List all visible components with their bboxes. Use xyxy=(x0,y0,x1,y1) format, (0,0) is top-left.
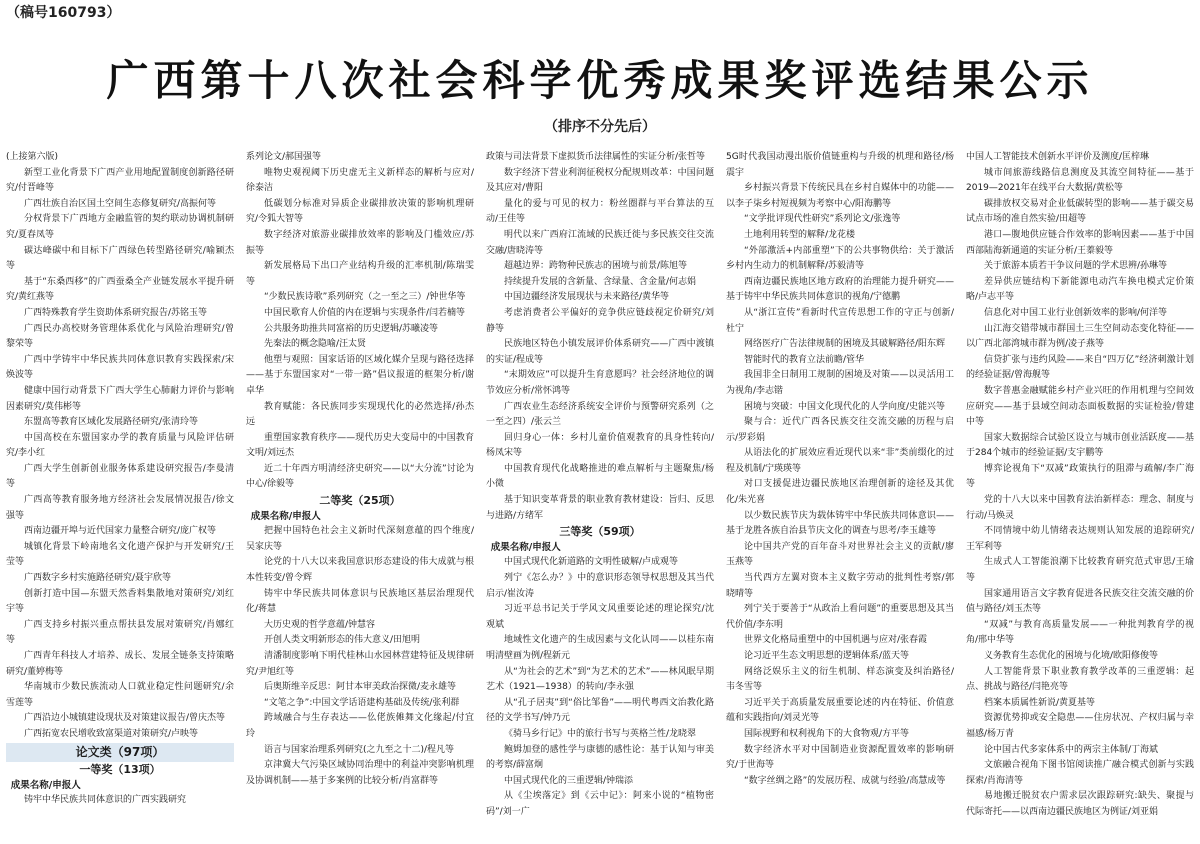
page-title: 广西第十八次社会科学优秀成果奖评选结果公示 xyxy=(106,56,1094,105)
text-column-4 xyxy=(720,150,960,844)
list-item: 档案本质属性新说/黄夏基等 xyxy=(984,697,1096,708)
list-item: 中国高校在东盟国家办学的教育质量与风险评估研究/李小红 xyxy=(6,432,234,459)
list-item: 义务教育生态优化的困境与化境/欧阳修俊等 xyxy=(984,651,1159,661)
list-item: 城镇化背景下岭南地名文化遗产保护与开发研究/王莹等 xyxy=(6,541,234,568)
list-item: 列宁关于要善于“从政治上看问题”的重要思想及其当代价值/李东明 xyxy=(726,604,954,630)
list-item: “末期效应”可以提升生育意愿吗？社会经济地位的调节效应分析/常怀鸿等 xyxy=(486,370,714,396)
list-item: 网络医疗广告法律规制的困境及其破解路径/阳东辉 xyxy=(744,339,946,350)
award-heading: 二等奖（25项） xyxy=(319,494,401,508)
list-item: 党的十八大以来中国教育法治新样态：理念、制度与行动/马焕灵 xyxy=(966,495,1194,521)
list-item: 国家通用语言文字教育促进各民族交往交流交融的价值与路径/刘玉杰等 xyxy=(966,588,1194,615)
list-item: 西南边疆民族地区地方政府的治理能力提升研究——基于铸牢中华民族共同体意识的视角/宁德鹏 xyxy=(726,276,954,303)
list-item: 中国式现代化的三重逻辑/钟瑞添 xyxy=(504,775,634,786)
list-item: 论习近平生态文明思想的逻辑体系/蓝天等 xyxy=(744,651,910,661)
list-item: 城市间旅游线路信息测度及其流空间特征——基于2019—2021年在线平台大数据/黄松等 xyxy=(966,167,1194,194)
list-item: 数字经济下营业利润征税权分配规则改革：中国问题及其应对/曹阳 xyxy=(486,167,714,194)
list-item: 习近平总书记关于学风文风重要论述的理论探究/沈观斌 xyxy=(486,604,714,630)
list-item: “文笔之争”:中国文学话语建构基础及传统/张利群 xyxy=(264,697,460,708)
list-item: 广西拓宽农民增收致富渠道对策研究/卢映等 xyxy=(24,728,199,739)
list-item: 博弈论视角下“双减”政策执行的阻滞与疏解/李广海等 xyxy=(966,463,1194,490)
page-subtitle: （排序不分先后） xyxy=(544,119,656,135)
list-item: 低碳划分标准对异质企业碳排放决策的影响机理研究/令狐大智等 xyxy=(246,198,474,225)
list-item: 政策与司法背景下虚拟货币法律属性的实证分析/张哲等 xyxy=(486,152,706,162)
list-item: 系列论文/郝国强等 xyxy=(246,152,322,162)
list-item: 对口支援促进边疆民族地区治理创新的途径及其优化/朱光喜 xyxy=(726,479,954,506)
award-heading: 一等奖（13项） xyxy=(79,763,161,777)
list-item: 中国民歌育人价值的内在逻辑与实现条件/闫若楠等 xyxy=(264,307,466,318)
list-item: 西南边疆开埠与近代国家力量整合研究/庞广权等 xyxy=(24,526,217,537)
list-item: 生成式人工智能浪潮下比较教育研究范式审思/王瑜等 xyxy=(966,557,1194,584)
text-column-5 xyxy=(960,150,1200,844)
list-item: 文旅融合视角下图书馆阅读推广融合模式创新与实践探索/肖海清等 xyxy=(966,760,1194,786)
list-item: 聚与合：近代广西各民族交往交流交融的历程与启示/罗彩娟 xyxy=(726,417,954,443)
list-item: 论中国共产党的百年奋斗对世界社会主义的贡献/廖玉燕等 xyxy=(726,541,954,568)
list-item: 中国教育现代化战略推进的难点解析与主题聚焦/杨小微 xyxy=(486,463,714,490)
list-item: 量化的爱与可见的权力：粉丝圈群与平台算法的互动/王佳等 xyxy=(486,198,714,225)
list-item: 碳排放权交易对企业低碳转型的影响——基于碳交易试点市场的准自然实验/田超等 xyxy=(966,198,1194,225)
list-item: 考虑消费者公平偏好的竞争供应链歧视定价研究/刘静等 xyxy=(486,307,714,334)
list-item: 明代以来广西府江流域的民族迁徙与多民族交往交流交融/唐晓涛等 xyxy=(486,229,714,256)
list-item: 广西青年科技人才培养、成长、发展全链条支持策略研究/董婷梅等 xyxy=(6,651,234,677)
list-item: 广西壮族自治区国土空间生态修复研究/高振何等 xyxy=(24,198,217,209)
list-item: 清潘制度影响下明代桂林山水园林营建特征及规律研究/尹旭红等 xyxy=(246,651,474,677)
list-item: 从“为社会的艺术”到“为艺术的艺术”——林风眠早期艺术（1921—1938）的转向/李永强 xyxy=(486,666,714,693)
list-item: 困境与突破：中国文化现代化的人学向度/史能兴等 xyxy=(744,401,946,412)
list-item: 人工智能背景下职业教育教学改革的三重逻辑：起点、挑战与路径/闫艳亮等 xyxy=(966,666,1194,693)
list-item: 世界文化格局重塑中的中国机遇与应对/张春霞 xyxy=(744,635,928,646)
list-item: 中国边疆经济发展现状与未来路径/黄华等 xyxy=(504,292,670,303)
list-item: 当代西方左翼对资本主义数字劳动的批判性考察/郭晓晴等 xyxy=(726,573,954,599)
list-item: 基于“东桑西移”的广西蚕桑全产业链发展水平提升研究/黄红燕等 xyxy=(6,276,234,303)
list-item: 新型工业化背景下广西产业用地配置制度创新路径研究/付晋峰等 xyxy=(6,167,234,194)
list-item: 他塑与观照：国家话语的区域化媒介呈现与路径选择——基于东盟国家对“一带一路”倡议报道的框架分析/谢卓华 xyxy=(246,354,474,396)
list-item: 《骑马乡行记》中的旅行书写与英格兰性/龙晓翠 xyxy=(504,728,697,739)
list-item: 东盟高等教育区域化发展路径研究/张清玲等 xyxy=(24,417,199,428)
list-item: 以少数民族节庆为载体铸牢中华民族共同体意识——基于龙胜各族自治县节庆文化的调查与思考/李玉雄等 xyxy=(726,510,954,537)
list-item: “数字丝绸之路”的发展历程、成就与经验/高慧成等 xyxy=(744,775,946,786)
list-item: 从“浙江宣传”看新时代宣传思想工作的守正与创新/杜宁 xyxy=(726,307,954,334)
list-header: 成果名称/申报人 xyxy=(490,541,561,553)
list-item: 健康中国行动背景下广西大学生心肺耐力评价与影响因素研究/莫伟彬等 xyxy=(6,385,234,412)
list-item: 铸牢中华民族共同体意识与民族地区基层治理现代化/蒋慧 xyxy=(246,588,474,615)
manuscript-number: （稿号160793） xyxy=(6,5,121,21)
list-item: 数字经济水平对中国制造业资源配置效率的影响研究/于世海等 xyxy=(726,744,954,771)
list-item: 论党的十八大以来我国意识形态建设的伟大成就与根本性转变/曾令辉 xyxy=(246,557,474,584)
list-item: 从语法化的扩展效应看近现代以来“非”类前缀化的过程及机制/宁瑛瑛等 xyxy=(726,448,954,474)
list-item: 数字经济对旅游业碳排放效率的影响及门槛效应/苏振等 xyxy=(246,229,474,256)
list-item: 广西民办高校财务管理体系优化与风险治理研究/曾黎荣等 xyxy=(6,323,234,350)
list-item: 国家大数据综合试验区设立与城市创业活跃度——基于284个城市的经验证据/支宇鹏等 xyxy=(966,432,1194,459)
list-item: 信息化对中国工业行业创新效率的影响/何洋等 xyxy=(984,307,1168,318)
list-item: (上接第六版) xyxy=(6,152,59,162)
text-column-1 xyxy=(0,150,240,844)
list-item: “少数民族诗歌”系列研究（之一至之三）/钟世华等 xyxy=(264,292,466,303)
list-item: 唯物史观视阈下历史虚无主义新样态的解析与应对/徐泰洁 xyxy=(246,167,474,194)
list-header: 成果名称/申报人 xyxy=(250,510,321,522)
list-item: 把握中国特色社会主义新时代深刻意蕴的四个维度/吴家庆等 xyxy=(246,526,474,552)
list-item: 持续提升发展的含新量、含绿量、含金量/何志娟 xyxy=(504,276,697,287)
list-item: 重塑国家教育秩序——现代历史大变局中的中国教育文明/刘远杰 xyxy=(246,432,474,459)
list-item: 国际视野和权利视角下的大食物观/方平等 xyxy=(744,728,910,739)
list-item: 京津冀大气污染区域协同治理中的利益冲突影响机理及协调机制——基于多案例的比较分析/肖富群等 xyxy=(246,760,474,786)
list-item: 华南城市少数民族流动人口就业稳定性问题研究/余雪莲等 xyxy=(6,682,234,708)
list-header: 成果名称/申报人 xyxy=(10,779,81,791)
list-item: 差异供应链结构下新能源电动汽车换电模式定价策略/卢志平等 xyxy=(966,276,1194,303)
list-item: 论中国古代多家体系中的两宗主体制/丁海斌 xyxy=(984,744,1159,755)
list-item: 新发展格局下出口产业结构升级的汇率机制/陈瑞雯等 xyxy=(246,261,474,287)
list-item: 易地搬迁脱贫农户需求层次跟踪研究:缺失、聚提与代际寄托——以西南边疆民族地区为例证/刘亚娟 xyxy=(966,791,1194,817)
list-item: 资源优势抑或安全隐患——住房状况、产权归属与幸福感/杨万青 xyxy=(966,713,1194,739)
list-item: 公共服务助推共同富裕的历史逻辑/苏曦凌等 xyxy=(264,323,439,334)
list-item: 从“孔子居夷”到“俗比邹鲁”——明代粤西文治教化路径的文学书写/钟乃元 xyxy=(486,697,714,724)
list-item: 数字普惠金融赋能乡村产业兴旺的作用机理与空间效应研究——基于县域空间动态面板数据的实证检验/曾建中等 xyxy=(966,385,1194,428)
list-item: 近二十年西方明清经济史研究——以“大分流”讨论为中心/徐毅等 xyxy=(246,463,474,490)
list-item: 5G时代我国动漫出版价值链重构与升级的机理和路径/杨震宇 xyxy=(726,152,954,178)
list-item: 网络泛娱乐主义的衍生机制、样态演变及纠治路径/韦冬雪等 xyxy=(726,666,954,693)
list-item: “文学批评现代性研究”系列论文/张逸等 xyxy=(744,214,901,225)
list-item: 民族地区特色小镇发展评价体系研究——广西中渡镇的实证/程成等 xyxy=(486,339,714,365)
list-item: 从《尘埃落定》到《云中记》：阿来小说的“植物密码”/刘一广 xyxy=(486,791,714,817)
list-item: 后奥斯维辛反思：阿甘本审美政治探微/麦永雄等 xyxy=(264,682,457,693)
list-item: “双减”与教育高质量发展——一种批判教育学的视角/邢中华等 xyxy=(966,619,1194,646)
list-item: 广西中学铸牢中华民族共同体意识教育实践探索/宋焕波等 xyxy=(6,354,234,381)
list-item: 不同情境中幼儿情绪表达规则认知发展的追踪研究/王军利等 xyxy=(966,526,1194,552)
columns-container xyxy=(0,150,1200,844)
list-item: 铸牢中华民族共同体意识的广西实践研究 xyxy=(24,795,187,806)
list-item: 分权背景下广西地方金融监管的契约联动协调机制研究/夏春凤等 xyxy=(6,214,234,240)
list-item: 中国式现代化新道路的文明性破解/卢成观等 xyxy=(504,557,679,568)
list-item: 乡村振兴背景下传统民具在乡村自媒体中的功能——以李子柒乡村短视频为考察中心/阳海鹏等 xyxy=(726,183,954,209)
list-item: 广西大学生创新创业服务体系建设研究报告/李曼清等 xyxy=(6,463,234,490)
list-item: 创新打造中国—东盟天然香料集散地对策研究/刘红宇等 xyxy=(6,588,234,615)
list-item: 关于旅游本质若干争议问题的学术思辨/孙琳等 xyxy=(984,261,1168,272)
list-item: 中国人工智能技术创新水平评价及测度/匡梓琳 xyxy=(966,152,1150,162)
list-item: 地域性文化遗产的生成因素与文化认同——以桂东南明清壁画为例/程新元 xyxy=(486,635,714,661)
list-item: 列宁《怎么办？》中的意识形态领导权思想及其当代启示/崔汝涛 xyxy=(486,573,714,599)
list-item: 基于知识变革背景的职业教育教材建设：旨归、反思与进路/方绪军 xyxy=(486,495,714,521)
list-item: 碳达峰碳中和目标下广西绿色转型路径研究/喻颖杰等 xyxy=(6,245,234,272)
list-item: 信贷扩张与违约风险——来自“四万亿”经济刺激计划的经验证据/曾海舰等 xyxy=(966,354,1194,381)
list-item: 超越边界：跨物种民族志的困境与前景/陈旭等 xyxy=(504,261,688,272)
award-heading: 三等奖（59项） xyxy=(559,525,641,539)
list-item: 广西数字乡村实施路径研究/聂宇欣等 xyxy=(24,573,172,584)
list-item: 大历史观的哲学意蕴/钟慧容 xyxy=(264,619,376,630)
section-heading: 论文类（97项） xyxy=(6,743,234,763)
list-item: 广西特殊教育学生资助体系研究报告/苏铭玉等 xyxy=(24,307,208,318)
list-item: 广西支持乡村振兴重点帮扶县发展对策研究/肖娜红等 xyxy=(6,619,234,646)
text-column-3 xyxy=(480,150,720,844)
list-item: 跨域融合与生存表达——仫佬族傩舞文化缘起/付宜玲 xyxy=(246,713,474,739)
list-item: 回归身心一体：乡村儿童价值观教育的具身性转向/杨凤宋等 xyxy=(486,432,714,459)
list-item: 开创人类文明新形态的伟大意义/田旭明 xyxy=(264,635,421,646)
list-item: 习近平关于高质量发展重要论述的内在特征、价值意蕴和实践指向/刘灵光等 xyxy=(726,697,954,724)
list-item: 教育赋能：各民族同步实现现代化的必然选择/孙杰远 xyxy=(246,401,474,428)
list-item: 山江海交错带城市群国土三生空间动态变化特征——以广西北部湾城市群为例/凌子燕等 xyxy=(966,323,1194,350)
list-item: “外部激活+内部重塑”下的公共事物供给：关于激活乡村内生动力的机制解释/苏毅清等 xyxy=(726,245,954,272)
list-item: 广西农业生态经济系统安全评价与预警研究系列（之一至之四）/张云兰 xyxy=(486,401,714,428)
list-item: 土地利用转型的解释/龙花楼 xyxy=(744,229,856,240)
list-item: 先秦法的概念隐喻/汪太贤 xyxy=(264,339,367,350)
list-item: 广西高等教育服务地方经济社会发展情况报告/徐文强等 xyxy=(6,495,234,521)
list-item: 语言与国家治理系列研究(之九至之十二)/程凡等 xyxy=(264,744,455,755)
list-item: 鲍姆加登的感性学与康德的感性论：基于认知与审美的考察/薛富炯 xyxy=(486,744,714,771)
list-item: 港口—腹地供应链合作效率的影响因素——基于中国西部陆海新通道的实证分析/王蓁毅等 xyxy=(966,229,1194,256)
list-item: 广西沿边小城镇建设现状及对策建议报告/曾庆杰等 xyxy=(24,713,226,724)
list-item: 我国非全日制用工规制的困境及对策——以灵活用工为视角/李志锴 xyxy=(726,370,954,396)
list-item: 智能时代的教育立法前瞻/管华 xyxy=(744,354,865,365)
text-column-2 xyxy=(240,150,480,844)
